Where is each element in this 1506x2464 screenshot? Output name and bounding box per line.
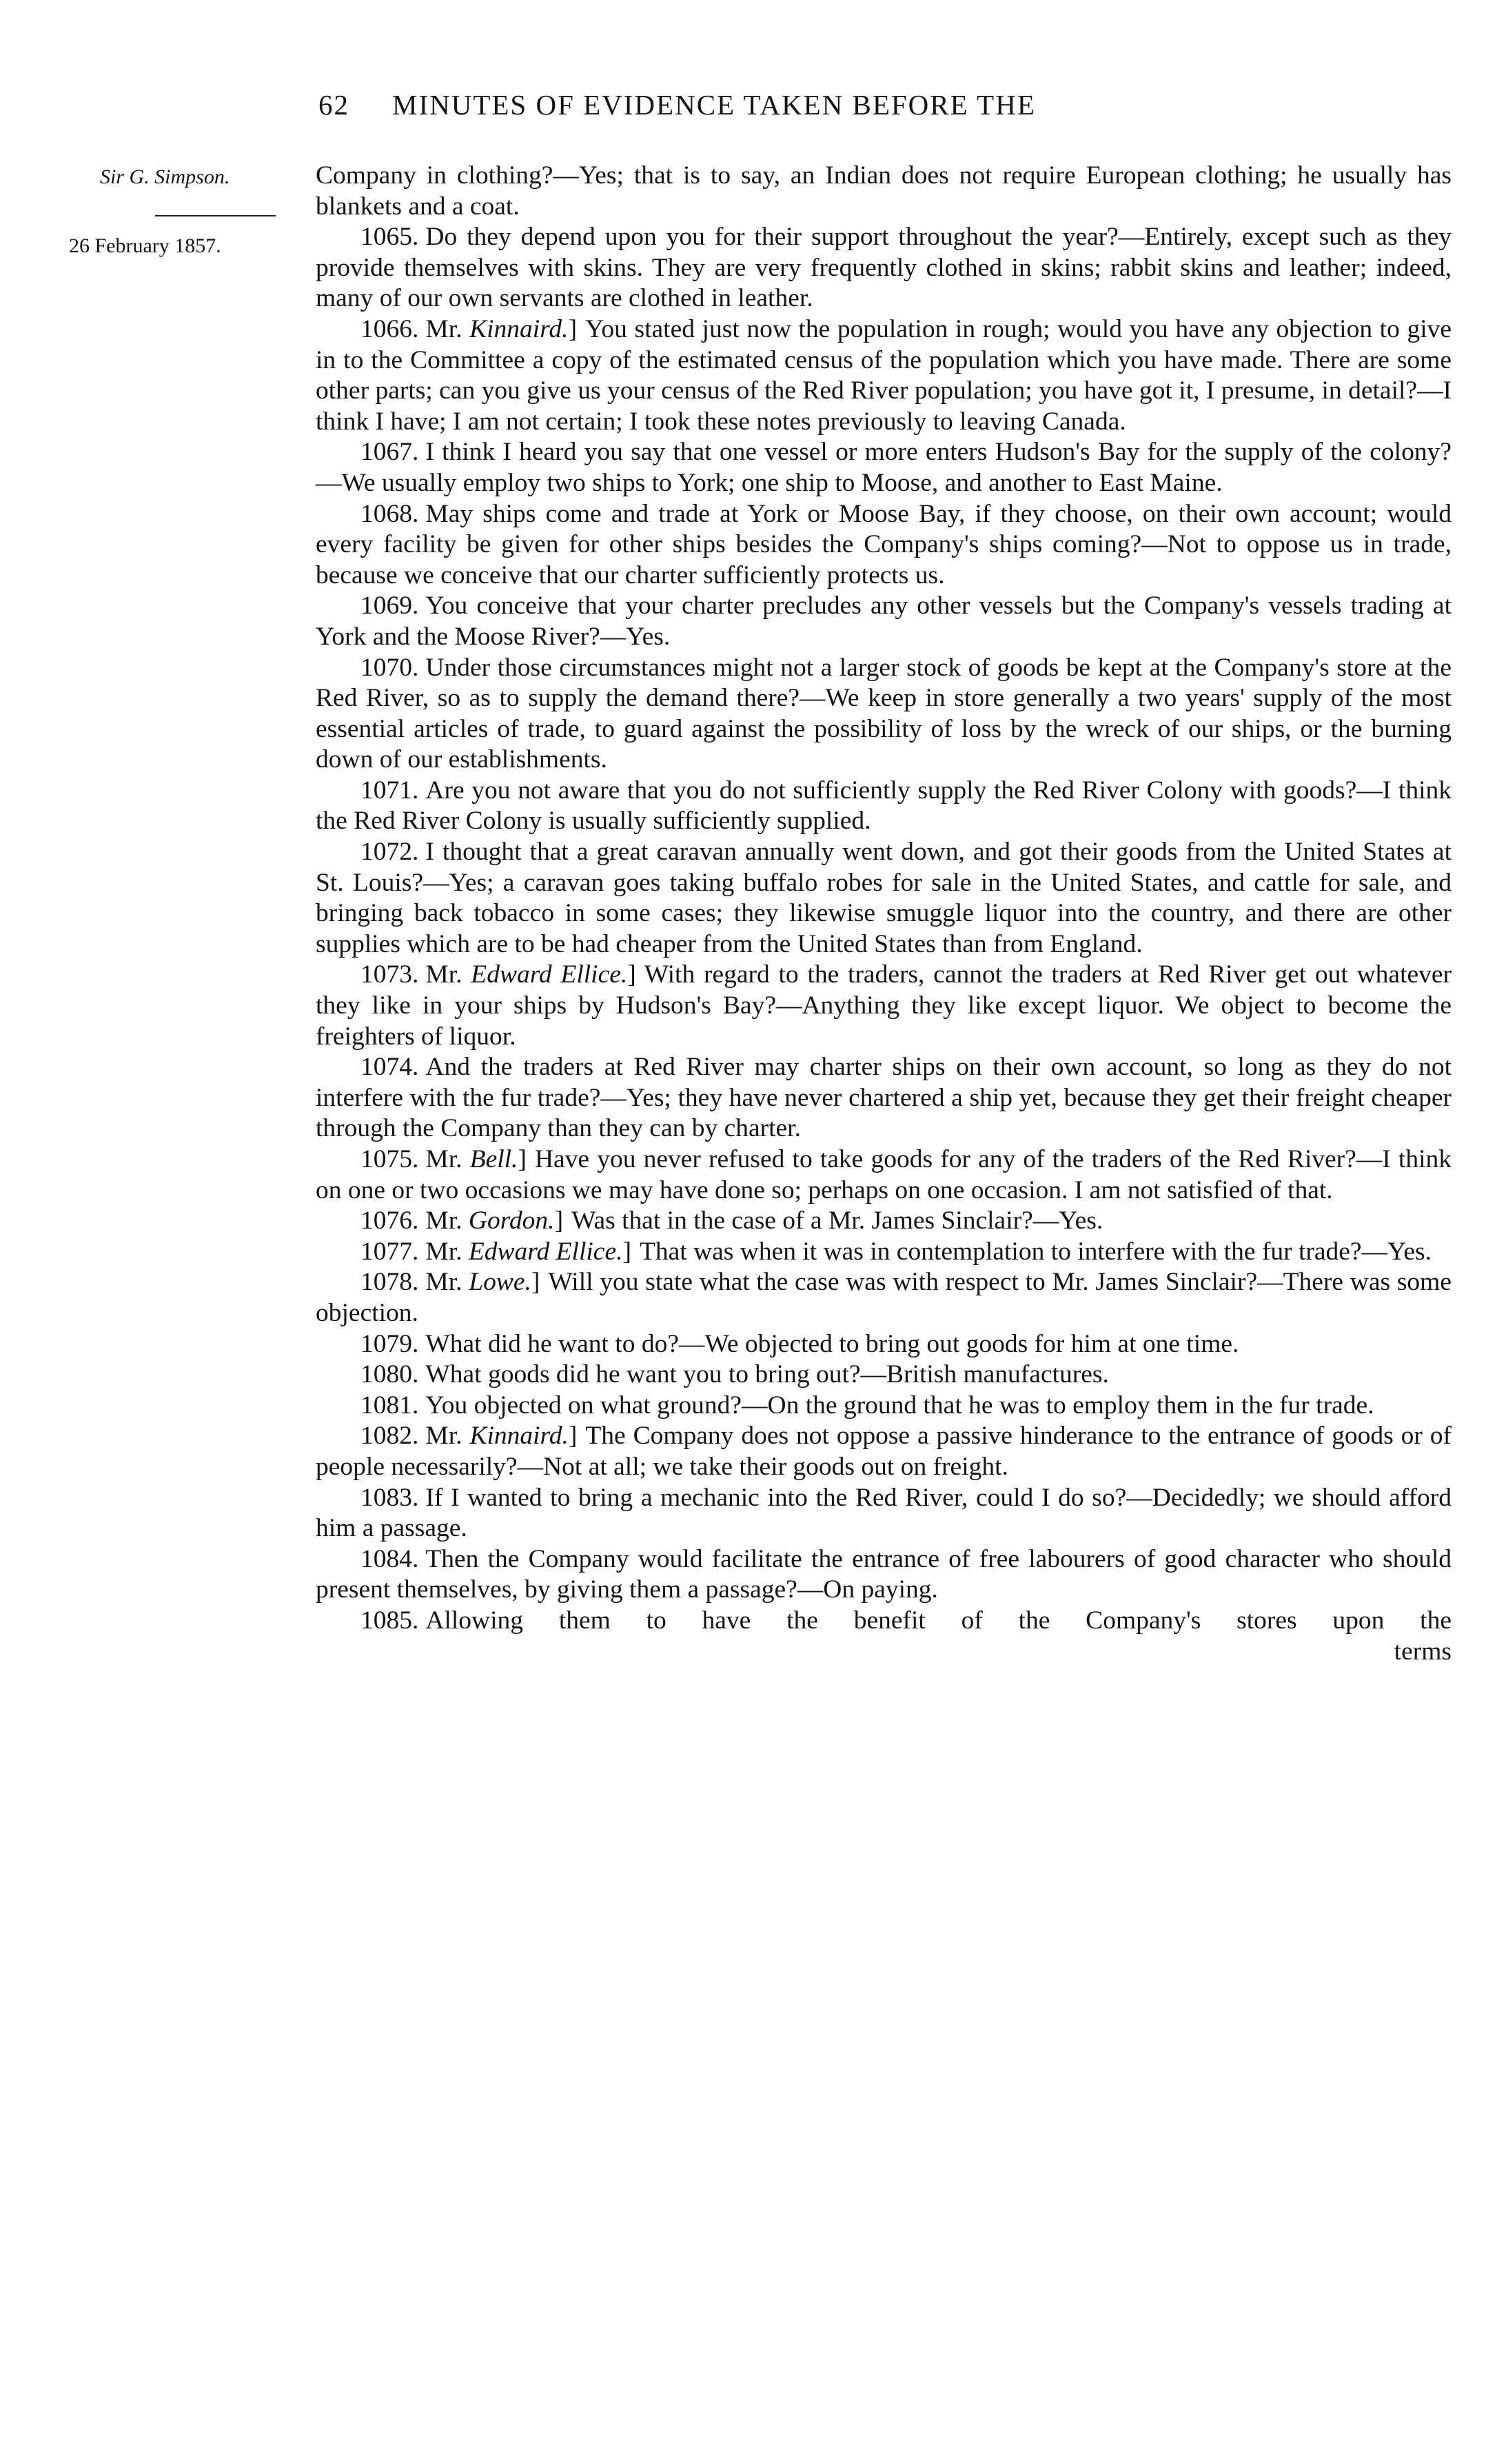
catchword: terms	[1394, 1637, 1452, 1666]
question-paragraph	[316, 653, 1452, 776]
question-number: 1071.	[360, 776, 419, 805]
question-paragraph	[316, 437, 1452, 498]
question-number: 1072.	[360, 838, 419, 867]
question-text: Do they depend upon you for their support throughout the year?—Entirely, except such as they provide themselves with skins. They are very frequently clothed in skins; rabbit skins and leather; indeed, many of our own servants are clothed in leather.	[316, 223, 1452, 313]
question-number: 1075.	[360, 1145, 419, 1173]
question-paragraph	[316, 1144, 1452, 1206]
question-text: Will you state what the case was with respect to Mr. James Sinclair?—There was some objection.	[316, 1268, 1452, 1327]
question-number: 1080.	[360, 1360, 419, 1389]
question-paragraph	[316, 1237, 1452, 1268]
margin-witness-name: Sir G. Simpson.	[100, 165, 230, 188]
question-text: You stated just now the population in rough; would you have any objection to give in to the Committee a copy of the estimated census of the population which you have made. There are some other parts; can you give us your census of the Red River population; you have got it, I presume, in detail?—I think I have; I am not certain; I took these notes previously to leaving Canada.	[316, 314, 1452, 436]
question-text: Was that in the case of a Mr. James Sinclair?—Yes.	[571, 1206, 1103, 1235]
speaker-name: Mr. Bell.]	[425, 1145, 527, 1173]
running-title: MINUTES OF EVIDENCE TAKEN BEFORE THE	[392, 89, 1036, 121]
question-text: You objected on what ground?—On the ground that he was to employ them in the fur trade.	[425, 1391, 1374, 1420]
question-paragraph	[316, 1391, 1452, 1422]
question-text: Under those circumstances might not a larger stock of goods be kept at the Company's store at the Red River, so as to supply the demand there?—We keep in store generally a two years' supply of the most essential articles of trade, to guard against the possibility of loss by the wreck of our ships, or the burning down of our establishments.	[316, 653, 1452, 774]
question-number: 1085.	[360, 1606, 419, 1635]
question-paragraph	[316, 1360, 1452, 1391]
evidence-body	[316, 161, 1452, 1667]
speaker-name: Mr. Lowe.]	[425, 1268, 540, 1297]
margin-divider	[155, 215, 276, 216]
question-paragraph	[316, 837, 1452, 960]
question-number: 1066.	[360, 314, 419, 343]
question-number: 1074.	[360, 1053, 419, 1082]
running-header	[318, 88, 1297, 121]
question-paragraph	[316, 591, 1452, 652]
margin-date: 26 February 1857.	[69, 234, 221, 257]
question-number: 1079.	[360, 1329, 419, 1358]
question-number: 1076.	[360, 1206, 419, 1235]
question-paragraph	[316, 1206, 1452, 1237]
question-number: 1083.	[360, 1483, 419, 1512]
question-paragraph	[316, 1421, 1452, 1482]
question-number: 1082.	[360, 1422, 419, 1451]
speaker-name: Mr. Kinnaird.]	[425, 1422, 578, 1451]
question-paragraph	[316, 314, 1452, 437]
question-number: 1068.	[360, 499, 419, 528]
question-paragraph	[316, 1329, 1452, 1360]
question-paragraph	[316, 776, 1452, 837]
question-number: 1069.	[360, 592, 419, 620]
question-number: 1073.	[360, 960, 419, 989]
speaker-name: Mr. Gordon.]	[425, 1206, 564, 1235]
question-text: I thought that a great caravan annually went down, and got their goods from the United States at St. Louis?—Yes; a caravan goes taking buffalo robes for sale in the United States, and cattle for sale, and bringing back tobacco in some cases; they likewise smuggle liquor into the country, and there are other supplies which are to be had cheaper from the United States than from England.	[316, 838, 1452, 958]
question-number: 1077.	[360, 1237, 419, 1266]
question-text: What goods did he want you to bring out?—British manufactures.	[425, 1360, 1109, 1389]
question-paragraph	[316, 1267, 1452, 1329]
question-number: 1084.	[360, 1544, 419, 1573]
continued-answer: Company in clothing?—Yes; that is to say, an Indian does not require European clothing; he usually has blankets and a coat.	[316, 161, 1452, 221]
speaker-name: Mr. Edward Ellice.]	[425, 960, 636, 989]
question-text: And the traders at Red River may charter ships on their own account, so long as they do not interfere with the fur trade?—Yes; they have never chartered a ship yet, because they get their freight cheaper through the Company than they can by charter.	[316, 1053, 1452, 1143]
question-text: Allowing them to have the benefit of the Company's stores upon the	[425, 1606, 1452, 1635]
speaker-name: Mr. Edward Ellice.]	[425, 1237, 631, 1266]
question-paragraph	[316, 960, 1452, 1052]
question-text: Are you not aware that you do not sufficiently supply the Red River Colony with goods?—I think the Red River Colony is usually sufficiently supplied.	[316, 776, 1452, 836]
question-text: With regard to the traders, cannot the traders at Red River get out whatever they like in your ships by Hudson's Bay?—Anything they like except liquor. We object to become the freighters of liquor.	[316, 960, 1452, 1051]
question-number: 1078.	[360, 1268, 419, 1297]
question-number: 1067.	[360, 438, 419, 467]
question-paragraph	[316, 222, 1452, 314]
question-paragraph	[316, 499, 1452, 592]
question-text: I think I heard you say that one vessel or more enters Hudson's Bay for the supply of the colony?—We usually employ two ships to York; one ship to Moose, and another to East Maine.	[316, 438, 1452, 497]
question-text: Have you never refused to take goods for any of the traders of the Red River?—I think on one or two occasions we may have done so; perhaps on one occasion. I am not satisfied of that.	[316, 1145, 1452, 1204]
question-list	[316, 222, 1452, 1636]
question-number: 1070.	[360, 653, 419, 682]
question-text: Then the Company would facilitate the entrance of free labourers of good character who should present themselves, by giving them a passage?—On paying.	[316, 1544, 1452, 1604]
question-number: 1065.	[360, 223, 419, 252]
question-text: May ships come and trade at York or Moose Bay, if they choose, on their own account; would every facility be given for other ships besides the Company's ships coming?—Not to oppose us in trade, because we conceive that our charter sufficiently protects us.	[316, 499, 1452, 589]
question-text: The Company does not oppose a passive hinderance to the entrance of goods or of people necessarily?—Not at all; we take their goods out on freight.	[316, 1422, 1452, 1481]
question-paragraph	[316, 1606, 1452, 1637]
question-number: 1081.	[360, 1391, 419, 1420]
speaker-name: Mr. Kinnaird.]	[425, 314, 578, 343]
question-text: What did he want to do?—We objected to bring out goods for him at one time.	[425, 1329, 1239, 1358]
question-paragraph	[316, 1544, 1452, 1606]
question-text: That was when it was in contemplation to interfere with the fur trade?—Yes.	[639, 1237, 1432, 1266]
page-number: 62	[318, 89, 349, 121]
question-paragraph	[316, 1483, 1452, 1544]
question-paragraph	[316, 1052, 1452, 1144]
question-text: If I wanted to bring a mechanic into the Red River, could I do so?—Decidedly; we should afford him a passage.	[316, 1483, 1452, 1543]
question-text: You conceive that your charter precludes any other vessels but the Company's vessels trading at York and the Moose River?—Yes.	[316, 592, 1452, 651]
